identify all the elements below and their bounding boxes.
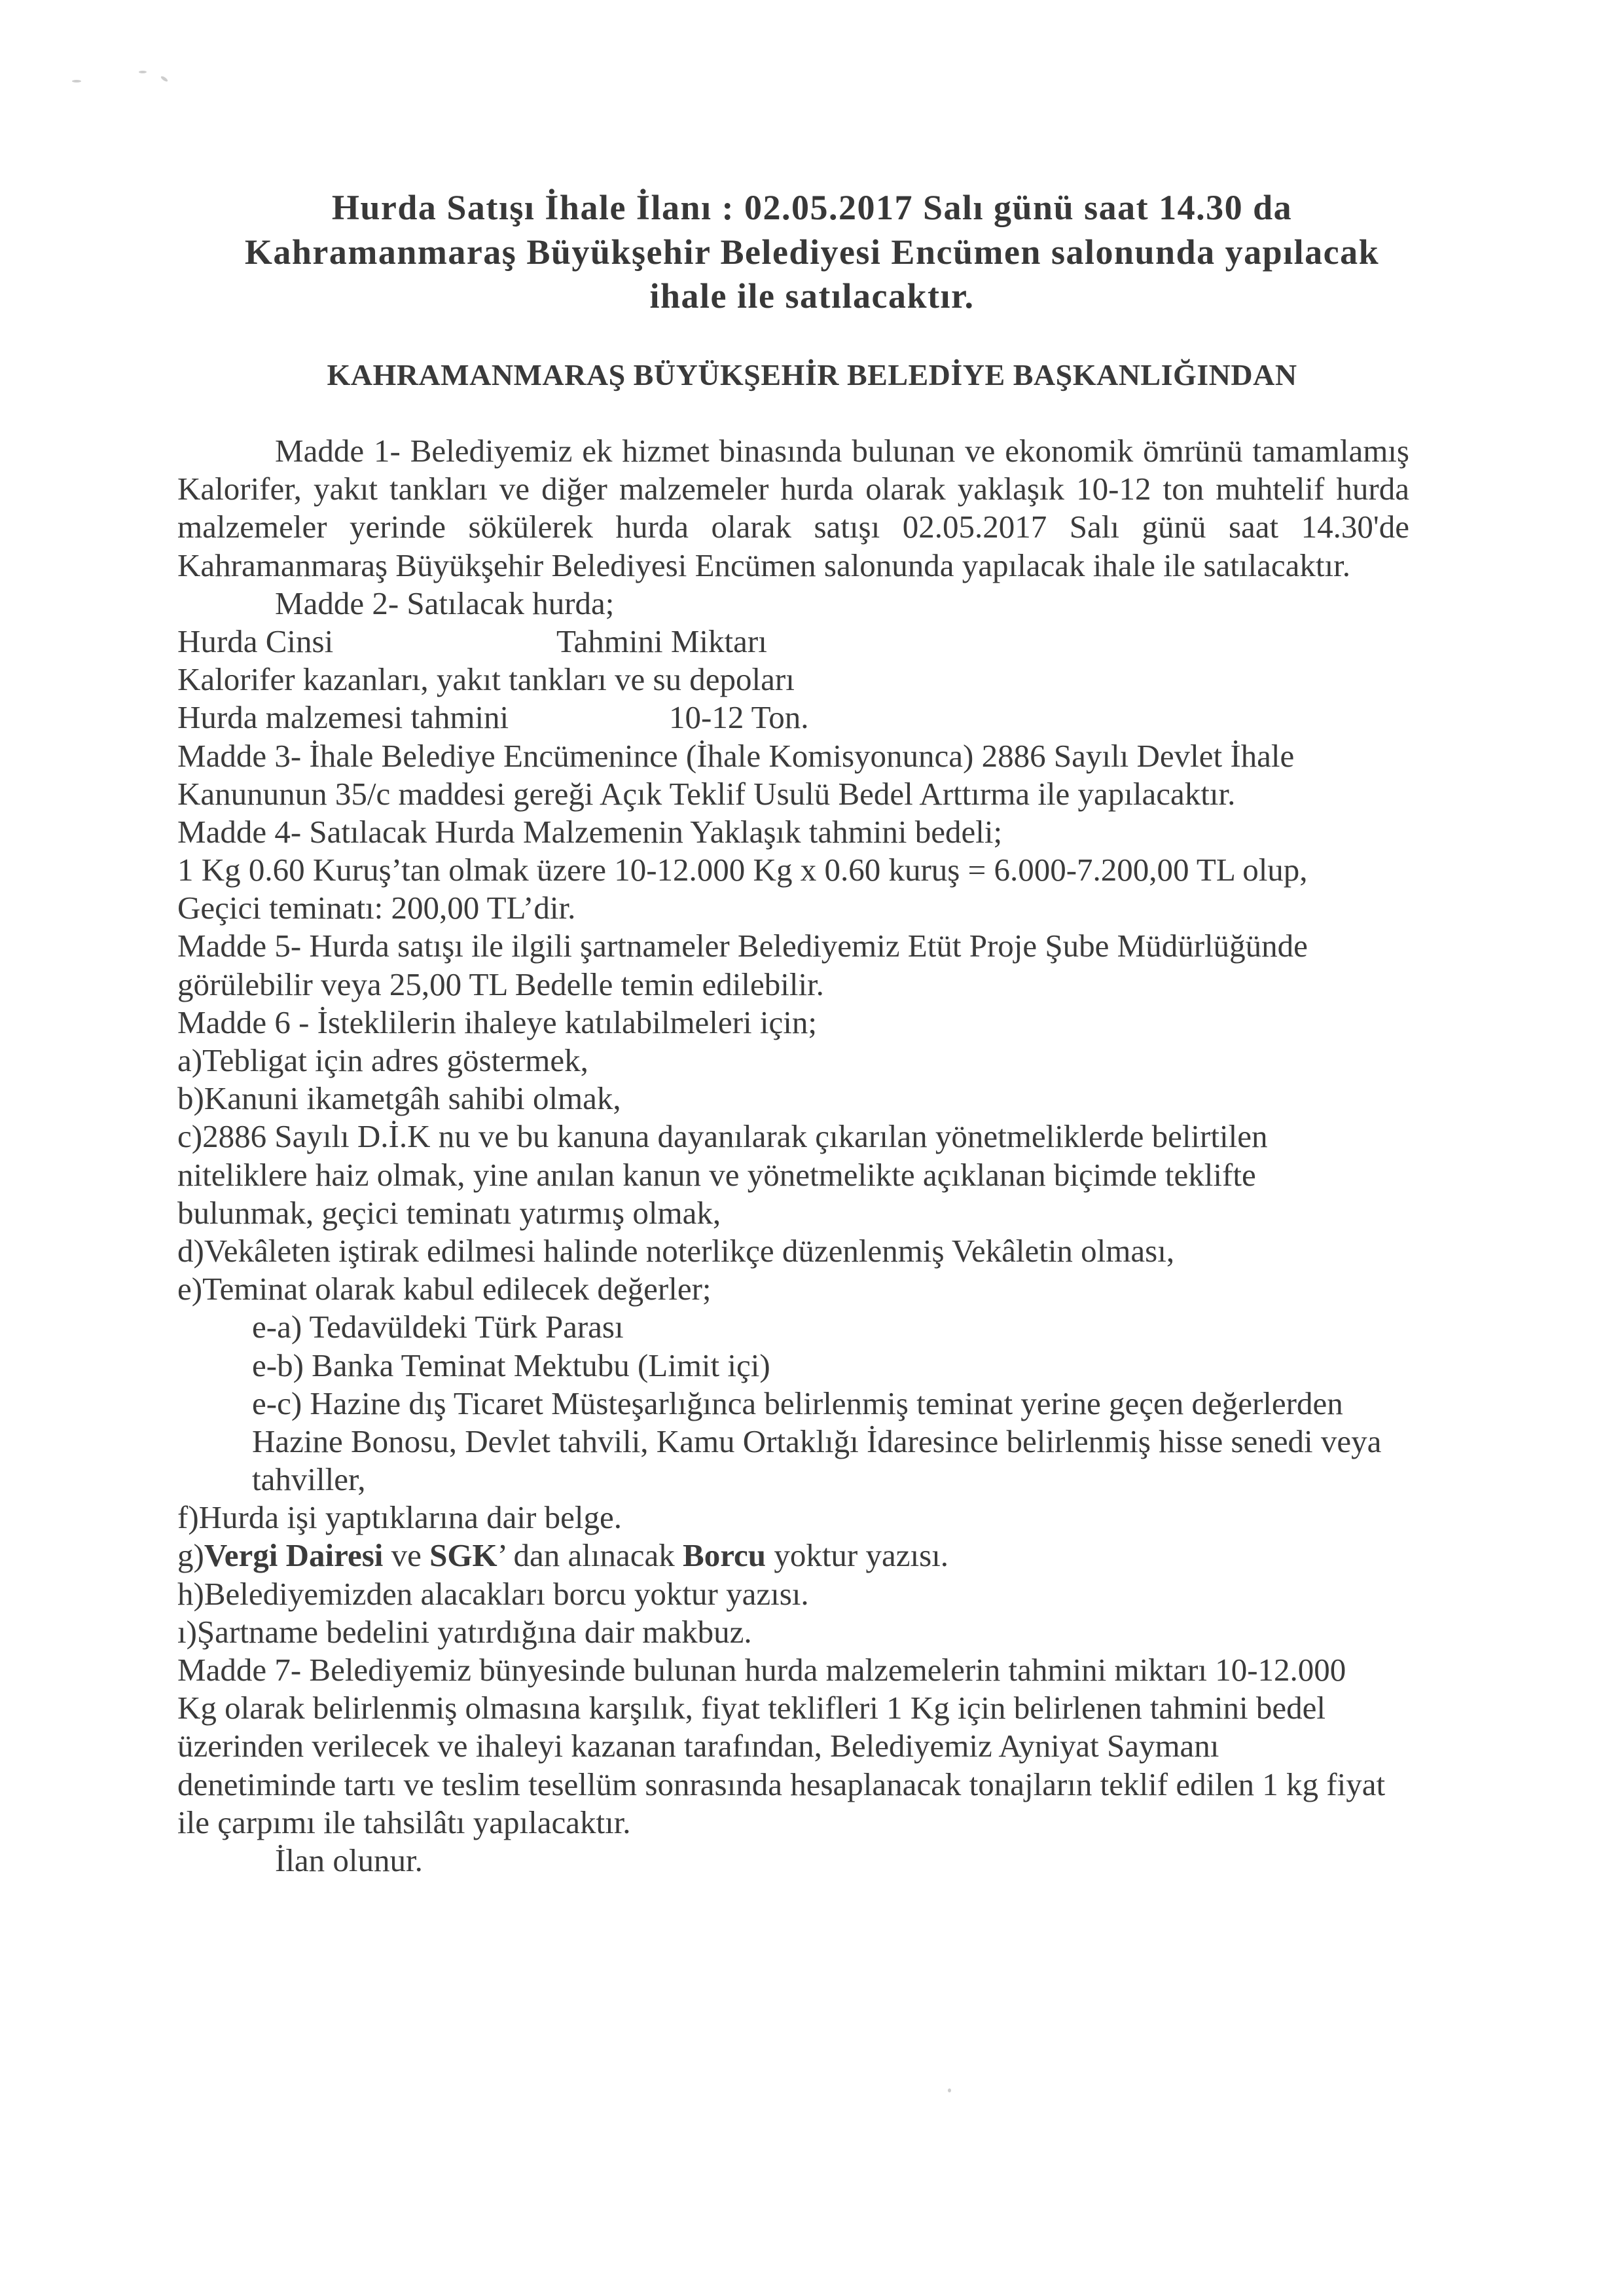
scan-speck [160,75,169,82]
article-7-line: Kg olarak belirlenmiş olmasına karşılık, fiyat teklifleri 1 Kg için belirlenen tahmini bedel [177,1690,1326,1726]
announcement-title-line-2: Kahramanmaraş Büyükşehir Belediyesi Encümen salonunda yapılacak [244,232,1380,272]
article-7 [177,1651,1409,1842]
requirement-a: a)Tebligat için adres göstermek, [177,1042,588,1078]
scan-speck [948,2088,951,2092]
article-1-line: Kalorifer, yakıt tankları ve diğer malzemeler hurda olarak yaklaşık 10-12 ton muhtelif hurda [177,471,1409,507]
requirement-e-c: e-c) Hazine dış Ticaret Müsteşarlığınca belirlenmiş teminat yerine geçen değerlerden [252,1385,1343,1421]
column-header-estimated-quantity: Tahmini Miktarı [556,623,767,659]
article-7-line: ile çarpımı ile tahsilâtı yapılacaktır. [177,1804,631,1840]
article-4-deposit-line: Geçici teminatı: 200,00 TL’dir. [177,890,576,926]
scan-speck [72,80,81,82]
column-header-scrap-type: Hurda Cinsi [177,623,334,659]
requirement-g-text: yoktur yazısı. [766,1537,949,1574]
article-3-line: Madde 3- İhale Belediye Encümenince (İhale Komisyonunca) 2886 Sayılı Devlet İhale [177,737,1295,774]
article-1-line: malzemeler yerinde sökülerek hurda olarak satışı 02.05.2017 Salı günü saat 14.30'de [177,509,1409,545]
scrap-item-quantity: 10-12 Ton. [669,699,809,736]
closing-statement: İlan olunur. [275,1842,423,1878]
requirement-d: d)Vekâleten iştirak edilmesi halinde noterlikçe düzenlenmiş Vekâletin olması, [177,1232,1175,1269]
article-1 [177,432,1409,585]
article-5 [177,927,1409,1003]
article-7-line: denetiminde tartı ve teslim tesellüm sonrasında hesaplanacak tonajların teklif edilen 1 kg fiyat [177,1766,1386,1802]
article-4 [177,813,1409,928]
requirement-e-c-cont: tahviller, [252,1461,366,1498]
sgk-bold: SGK [429,1537,497,1574]
requirement-e: e)Teminat olarak kabul edilecek değerler; [177,1271,712,1307]
article-6-heading: Madde 6 - İsteklilerin ihaleye katılabilmeleri için; [177,1004,817,1040]
requirement-g [177,1537,1409,1575]
article-3 [177,737,1409,813]
requirement-g-text: ’ dan alınacak [497,1537,683,1574]
article-1-line: Madde 1- Belediyemiz ek hizmet binasında bulunan ve ekonomik ömrünü tamamlamış [275,433,1409,469]
article-7-line: üzerinden verilecek ve ihaleyi kazanan tarafından, Belediyemiz Ayniyat Saymanı [177,1728,1219,1764]
article-3-line: Kanununun 35/c maddesi gereği Açık Teklif Usulü Bedel Arttırma ile yapılacaktır. [177,775,1236,812]
scrap-item-description: Kalorifer kazanları, yakıt tankları ve su depoları [177,661,795,698]
article-2-heading: Madde 2- Satılacak hurda; [275,585,615,621]
article-6 [177,1004,1409,1651]
article-4-price-line: 1 Kg 0.60 Kuruş’tan olmak üzere 10-12.000 Kg x 0.60 kuruş = 6.000-7.200,00 TL olup, [177,852,1308,888]
requirement-g-text: ve [383,1537,430,1574]
article-4-line: Madde 4- Satılacak Hurda Malzemenin Yaklaşık tahmini bedeli; [177,813,1003,850]
debt-bold: Borcu [683,1537,767,1574]
requirement-e-a: e-a) Tedavüldeki Türk Parası [252,1309,624,1345]
scan-speck [139,71,147,73]
scrap-table-header [177,623,1409,661]
requirement-f: f)Hurda işi yaptıklarına dair belge. [177,1499,622,1536]
announcement-body [177,432,1409,1880]
requirement-c-cont: niteliklere haiz olmak, yine anılan kanun ve yönetmelikte açıklanan biçimde teklifte [177,1156,1256,1193]
article-7-line: Madde 7- Belediyemiz bünyesinde bulunan hurda malzemelerin tahmini miktarı 10-12.000 [177,1652,1346,1688]
requirement-e-c-cont: Hazine Bonosu, Devlet tahvili, Kamu Ortaklığı İdaresince belirlenmiş hisse senedi veya [252,1423,1382,1459]
requirement-c: c)2886 Sayılı D.İ.K nu ve bu kanuna dayanılarak çıkarılan yönetmeliklerde belirtilen [177,1118,1268,1155]
announcement-title-line-1: Hurda Satışı İhale İlanı : 02.05.2017 Salı günü saat 14.30 da [331,188,1293,227]
requirement-h: h)Belediyemizden alacakları borcu yoktur yazısı. [177,1575,809,1612]
article-5-line: görülebilir veya 25,00 TL Bedelle temin edilebilir. [177,966,824,1002]
requirement-g-prefix: g) [177,1537,204,1574]
announcement-title-line-3: ihale ile satılacaktır. [649,276,975,316]
article-5-line: Madde 5- Hurda satışı ile ilgili şartnameler Belediyemiz Etüt Proje Şube Müdürlüğünde [177,928,1308,964]
requirement-c-cont: bulunmak, geçici teminatı yatırmış olmak, [177,1194,721,1231]
tax-office-bold: Vergi Dairesi [204,1537,384,1574]
scrap-item-label: Hurda malzemesi tahmini [177,699,509,736]
issuer-heading: KAHRAMANMARAŞ BÜYÜKŞEHİR BELEDİYE BAŞKANLIĞINDAN [327,358,1297,392]
article-2 [177,585,1409,737]
requirement-e-b: e-b) Banka Teminat Mektubu (Limit içi) [252,1347,770,1383]
requirement-i: ı)Şartname bedelini yatırdığına dair makbuz. [177,1613,752,1650]
scrap-item-row [177,699,1409,737]
requirement-b: b)Kanuni ikametgâh sahibi olmak, [177,1080,621,1117]
article-1-line: Kahramanmaraş Büyükşehir Belediyesi Encümen salonunda yapılacak ihale ile satılacaktır. [177,547,1350,583]
